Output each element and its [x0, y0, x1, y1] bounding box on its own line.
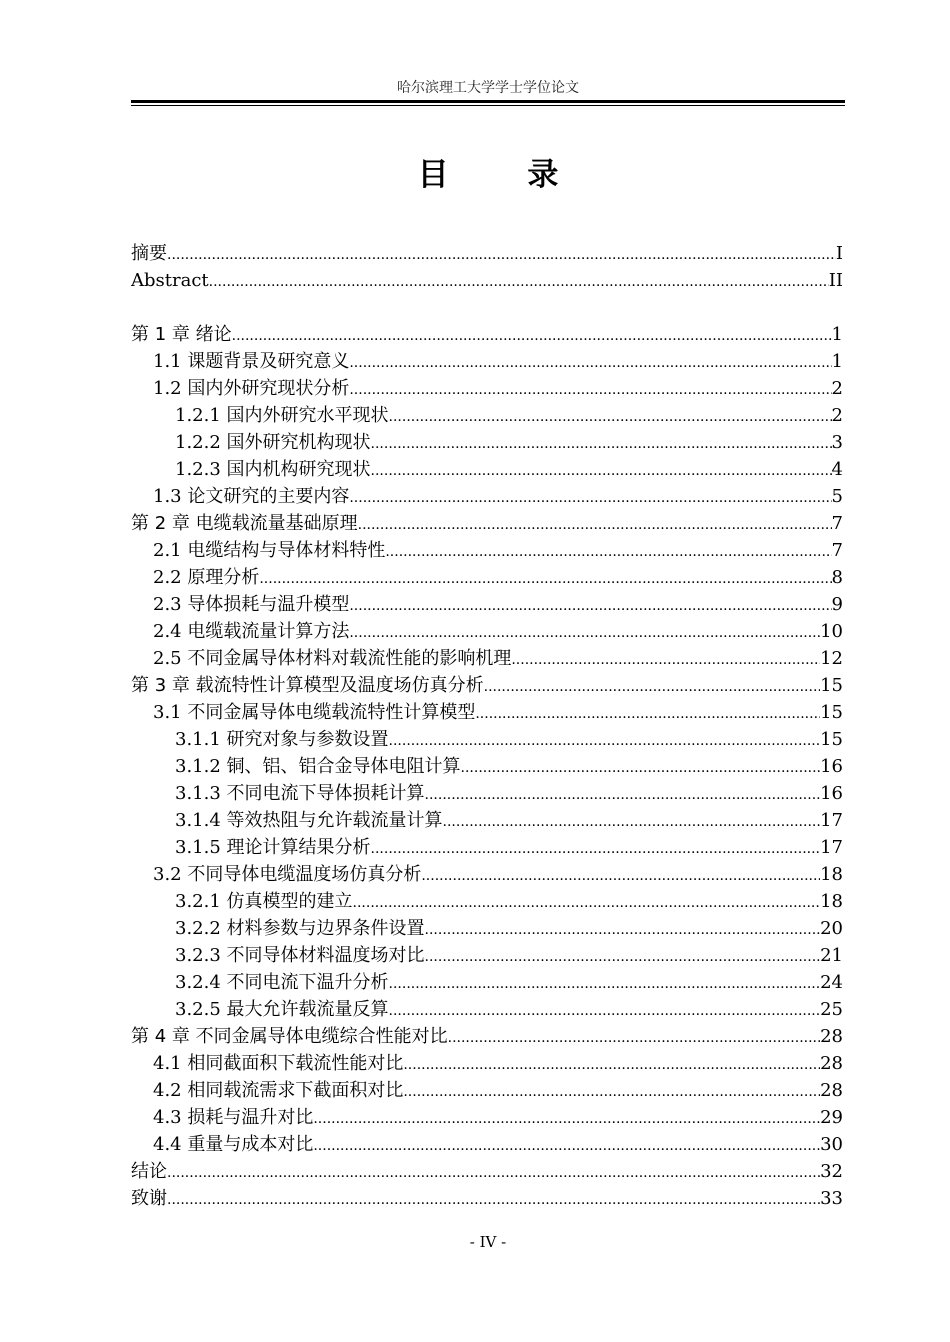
- toc-entry-page: 28: [820, 1026, 843, 1047]
- toc-entry-label: 3.2.4 不同电流下温升分析: [175, 972, 389, 993]
- toc-entry[interactable]: [131, 807, 843, 834]
- toc-entry[interactable]: [131, 483, 843, 510]
- table-of-contents: [131, 240, 843, 1212]
- toc-dot-leader: [349, 350, 831, 375]
- toc-dot-leader: [313, 1106, 820, 1131]
- toc-entry[interactable]: [131, 1158, 843, 1185]
- toc-entry[interactable]: [131, 375, 843, 402]
- toc-entry[interactable]: [131, 942, 843, 969]
- toc-entry-label: 3.1.2 铜、铝、铝合金导体电阻计算: [175, 756, 461, 777]
- toc-entry[interactable]: [131, 267, 843, 294]
- header-rule-thin: [131, 105, 845, 106]
- toc-dot-leader: [167, 242, 836, 267]
- toc-entry[interactable]: [131, 618, 843, 645]
- toc-dot-leader: [443, 809, 821, 834]
- toc-entry-page: 15: [820, 702, 843, 723]
- toc-dot-leader: [425, 917, 821, 942]
- toc-entry-label: 3.1 不同金属导体电缆载流特性计算模型: [153, 702, 476, 723]
- toc-entry[interactable]: [131, 456, 843, 483]
- toc-entry-page: 16: [820, 756, 843, 777]
- toc-entry-page: 15: [820, 729, 843, 750]
- toc-entry-label: Abstract: [131, 270, 209, 291]
- toc-entry-label: 2.5 不同金属导体材料对载流性能的影响机理: [153, 648, 512, 669]
- header-rule-thick: [131, 100, 845, 103]
- toc-dot-leader: [349, 485, 831, 510]
- toc-entry-page: 7: [831, 513, 843, 534]
- toc-entry-page: II: [828, 270, 843, 291]
- toc-dot-leader: [421, 863, 820, 888]
- toc-entry[interactable]: [131, 780, 843, 807]
- toc-dot-leader: [461, 755, 821, 780]
- toc-entry[interactable]: [131, 726, 843, 753]
- toc-entry-page: 7: [831, 540, 843, 561]
- toc-entry-page: 3: [831, 432, 843, 453]
- toc-entry-page: 33: [820, 1188, 843, 1209]
- toc-entry-page: 17: [820, 837, 843, 858]
- toc-entry[interactable]: [131, 1023, 843, 1050]
- toc-dot-leader: [403, 1052, 820, 1077]
- toc-dot-leader: [448, 1025, 820, 1050]
- toc-dot-leader: [484, 674, 820, 699]
- toc-dot-leader: [232, 323, 832, 348]
- toc-entry-label: 2.4 电缆载流量计算方法: [153, 621, 350, 642]
- toc-entry-label: 3.1.3 不同电流下导体损耗计算: [175, 783, 425, 804]
- running-header: 哈尔滨理工大学学士学位论文: [397, 80, 579, 96]
- toc-entry-label: 2.2 原理分析: [153, 567, 260, 588]
- toc-entry-page: 5: [831, 486, 843, 507]
- toc-entry-label: 3.2 不同导体电缆温度场仿真分析: [153, 864, 422, 885]
- toc-entry-label: 致谢: [131, 1188, 167, 1209]
- toc-entry[interactable]: [131, 996, 843, 1023]
- toc-entry-label: 第 2 章 电缆载流量基础原理: [131, 513, 358, 534]
- toc-entry[interactable]: [131, 915, 843, 942]
- toc-entry[interactable]: [131, 1050, 843, 1077]
- toc-entry-page: 9: [831, 594, 843, 615]
- toc-dot-leader: [353, 890, 821, 915]
- toc-entry-page: 10: [820, 621, 843, 642]
- toc-dot-leader: [511, 647, 820, 672]
- page-number: - IV -: [469, 1233, 507, 1251]
- toc-entry[interactable]: [131, 1104, 843, 1131]
- toc-dot-leader: [209, 269, 829, 294]
- toc-dot-leader: [313, 1133, 820, 1158]
- toc-dot-leader: [167, 1187, 820, 1212]
- toc-entry-page: 20: [820, 918, 843, 939]
- toc-entry-label: 3.2.5 最大允许载流量反算: [175, 999, 389, 1020]
- toc-entry-page: 1: [831, 351, 843, 372]
- toc-dot-leader: [167, 1160, 820, 1185]
- toc-entry-page: 28: [820, 1080, 843, 1101]
- toc-entry[interactable]: [131, 240, 843, 267]
- toc-entry-label: 3.1.4 等效热阻与允许载流量计算: [175, 810, 443, 831]
- toc-entry-page: 18: [820, 891, 843, 912]
- toc-entry[interactable]: [131, 537, 843, 564]
- toc-entry-label: 第 4 章 不同金属导体电缆综合性能对比: [131, 1026, 448, 1047]
- toc-entry-page: 30: [820, 1134, 843, 1155]
- toc-entry-page: 8: [831, 567, 843, 588]
- toc-entry[interactable]: [131, 888, 843, 915]
- toc-dot-leader: [425, 944, 821, 969]
- toc-entry-label: 第 3 章 载流特性计算模型及温度场仿真分析: [131, 675, 484, 696]
- toc-entry[interactable]: [131, 510, 843, 537]
- toc-entry[interactable]: [131, 402, 843, 429]
- toc-entry-label: 4.2 相同载流需求下截面积对比: [153, 1080, 404, 1101]
- toc-entry[interactable]: [131, 429, 843, 456]
- toc-entry-label: 1.2 国内外研究现状分析: [153, 378, 350, 399]
- toc-entry-page: 1: [831, 324, 843, 345]
- toc-entry[interactable]: [131, 348, 843, 375]
- toc-entry-label: 摘要: [131, 243, 167, 264]
- toc-dot-leader: [371, 431, 832, 456]
- toc-entry[interactable]: [131, 321, 843, 348]
- toc-entry[interactable]: [131, 564, 843, 591]
- toc-entry-label: 3.1.5 理论计算结果分析: [175, 837, 371, 858]
- toc-dot-leader: [403, 1079, 820, 1104]
- toc-entry-label: 3.2.3 不同导体材料温度场对比: [175, 945, 425, 966]
- toc-dot-leader: [349, 593, 831, 618]
- toc-entry-page: 2: [831, 405, 843, 426]
- toc-dot-leader: [389, 728, 821, 753]
- toc-entry[interactable]: [131, 645, 843, 672]
- toc-entry-page: 16: [820, 783, 843, 804]
- toc-dot-leader: [259, 566, 831, 591]
- toc-dot-leader: [349, 377, 831, 402]
- toc-entry-page: 28: [820, 1053, 843, 1074]
- toc-entry-label: 1.2.1 国内外研究水平现状: [175, 405, 389, 426]
- toc-entry-page: 4: [831, 459, 843, 480]
- toc-dot-leader: [425, 782, 821, 807]
- toc-dot-leader: [385, 539, 831, 564]
- toc-dot-leader: [349, 620, 820, 645]
- toc-entry-label: 1.1 课题背景及研究意义: [153, 351, 350, 372]
- toc-dot-leader: [389, 404, 832, 429]
- toc-entry[interactable]: [131, 753, 843, 780]
- toc-entry-page: 12: [820, 648, 843, 669]
- toc-entry-label: 3.2.2 材料参数与边界条件设置: [175, 918, 425, 939]
- toc-entry-page: 21: [820, 945, 843, 966]
- toc-dot-leader: [358, 512, 832, 537]
- toc-entry[interactable]: [131, 672, 843, 699]
- toc-entry-page: 32: [820, 1161, 843, 1182]
- toc-dot-leader: [389, 998, 821, 1023]
- toc-entry-page: 29: [820, 1107, 843, 1128]
- toc-entry[interactable]: [131, 861, 843, 888]
- toc-entry-label: 4.1 相同截面积下载流性能对比: [153, 1053, 404, 1074]
- toc-entry-label: 4.3 损耗与温升对比: [153, 1107, 314, 1128]
- toc-entry[interactable]: [131, 1077, 843, 1104]
- toc-entry-page: 24: [820, 972, 843, 993]
- toc-entry-label: 1.2.2 国外研究机构现状: [175, 432, 371, 453]
- toc-dot-leader: [389, 971, 821, 996]
- toc-entry[interactable]: [131, 834, 843, 861]
- toc-entry-label: 结论: [131, 1161, 167, 1182]
- toc-entry[interactable]: [131, 1131, 843, 1158]
- toc-entry-page: I: [835, 243, 843, 264]
- toc-entry-page: 2: [831, 378, 843, 399]
- toc-entry[interactable]: [131, 1185, 843, 1212]
- toc-entry-page: 18: [820, 864, 843, 885]
- toc-entry-label: 3.1.1 研究对象与参数设置: [175, 729, 389, 750]
- toc-dot-leader: [475, 701, 820, 726]
- toc-entry-label: 第 1 章 绪论: [131, 324, 232, 345]
- toc-heading: 目 录: [417, 157, 593, 193]
- toc-entry-label: 4.4 重量与成本对比: [153, 1134, 314, 1155]
- toc-entry-label: 3.2.1 仿真模型的建立: [175, 891, 353, 912]
- toc-entry-label: 2.1 电缆结构与导体材料特性: [153, 540, 386, 561]
- toc-entry[interactable]: [131, 699, 843, 726]
- toc-entry-page: 17: [820, 810, 843, 831]
- toc-entry-page: 15: [820, 675, 843, 696]
- toc-entry-label: 1.2.3 国内机构研究现状: [175, 459, 371, 480]
- toc-entry-label: 1.3 论文研究的主要内容: [153, 486, 350, 507]
- toc-entry-page: 25: [820, 999, 843, 1020]
- toc-entry-label: 2.3 导体损耗与温升模型: [153, 594, 350, 615]
- toc-entry[interactable]: [131, 591, 843, 618]
- toc-entry[interactable]: [131, 969, 843, 996]
- toc-dot-leader: [371, 836, 821, 861]
- toc-dot-leader: [371, 458, 832, 483]
